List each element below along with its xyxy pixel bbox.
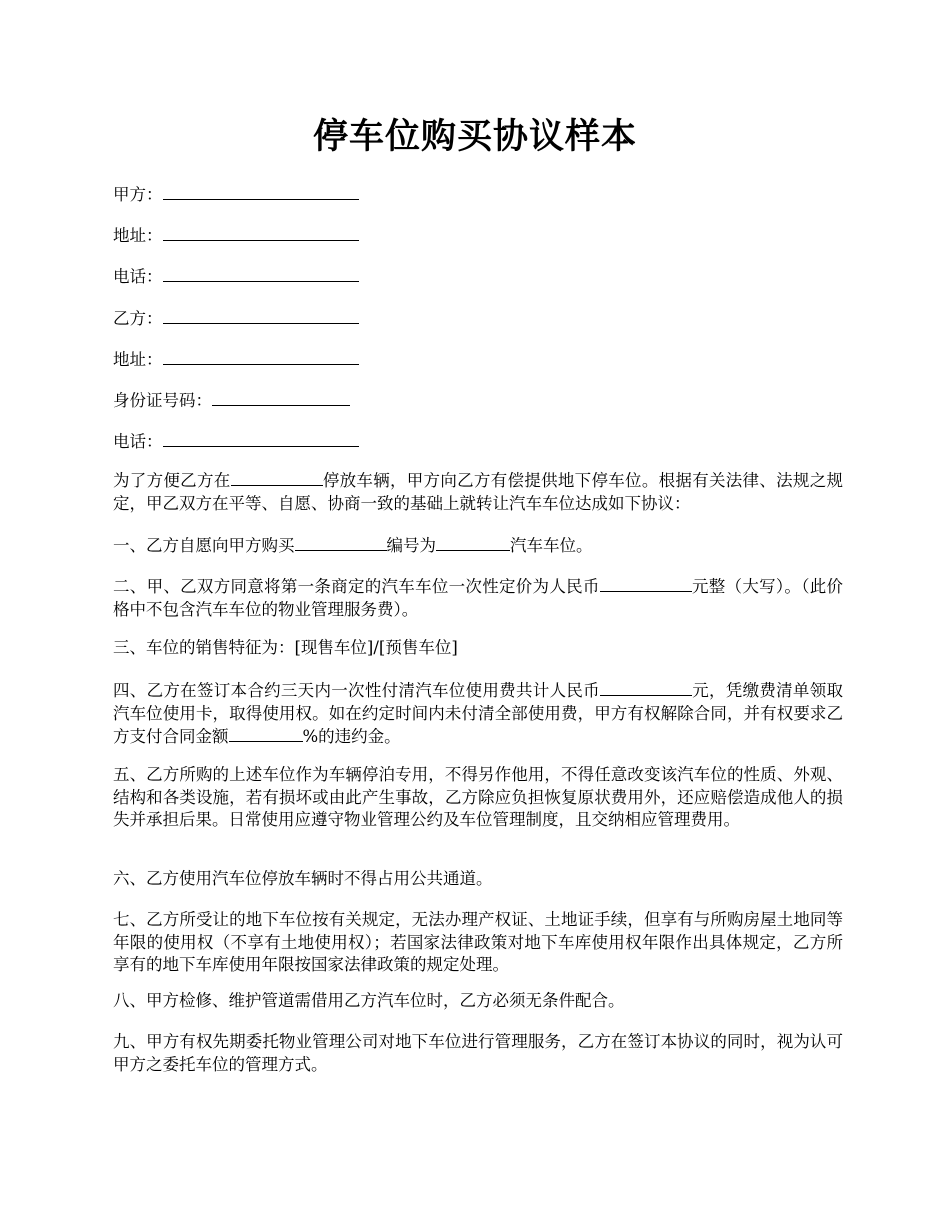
party-b-phone-label: 电话： bbox=[113, 432, 163, 451]
party-b-id-label: 身份证号码： bbox=[113, 391, 212, 410]
clause-4-blank-1 bbox=[600, 679, 692, 696]
party-b-blank bbox=[163, 306, 359, 324]
party-a-phone-label: 电话： bbox=[113, 267, 163, 286]
clause-9: 九、甲方有权先期委托物业管理公司对地下车位进行管理服务，乙方在签订本协议的同时，视为认可甲方之委托车位的管理方式。 bbox=[113, 1032, 843, 1074]
party-b-phone-blank bbox=[163, 429, 359, 447]
clause-4-text-3: %的违约金。 bbox=[302, 727, 401, 746]
intro-paragraph bbox=[113, 469, 843, 515]
clause-2-blank bbox=[600, 575, 692, 592]
clause-1-text-3: 汽车车位。 bbox=[510, 536, 593, 555]
clause-4 bbox=[113, 679, 843, 749]
party-b-label: 乙方： bbox=[113, 309, 163, 328]
party-b-id-field bbox=[113, 388, 350, 412]
party-a-address-label: 地址： bbox=[113, 226, 163, 245]
location-blank bbox=[231, 469, 323, 486]
clause-4-text-1: 四、乙方在签订本合约三天内一次性付清汽车位使用费共计人民币 bbox=[113, 681, 600, 700]
clause-1-text-2: 编号为 bbox=[386, 536, 436, 555]
party-a-phone-field bbox=[113, 264, 359, 288]
party-a-address-blank bbox=[163, 223, 359, 241]
party-a-label: 甲方： bbox=[113, 185, 163, 204]
clause-2-text-1: 二、甲、乙双方同意将第一条商定的汽车车位一次性定价为人民币 bbox=[113, 577, 600, 596]
party-a-blank bbox=[163, 182, 359, 200]
party-a-field bbox=[113, 182, 359, 206]
clause-1-blank-2 bbox=[436, 534, 510, 551]
clause-7: 七、乙方所受让的地下车位按有关规定，无法办理产权证、土地证手续，但享有与所购房屋土地同等年限的使用权（不享有土地使用权）；若国家法律政策对地下车库使用权年限作出具体规定，乙方所享有的地下车库使用年限按国家法律政策的规定处理。 bbox=[113, 910, 843, 974]
clause-5: 五、乙方所购的上述车位作为车辆停泊专用，不得另作他用，不得任意改变该汽车位的性质、外观、结构和各类设施，若有损坏或由此产生事故，乙方除应负担恢复原状费用外，还应赔偿造成他人的损失并承担后果。日常使用应遵守物业管理公约及车位管理制度，且交纳相应管理费用。 bbox=[113, 765, 843, 829]
party-b-address-blank bbox=[163, 347, 359, 365]
party-a-address-field bbox=[113, 223, 359, 247]
clause-1 bbox=[113, 534, 843, 558]
party-b-phone-field bbox=[113, 429, 359, 453]
party-b-field bbox=[113, 306, 359, 330]
party-a-phone-blank bbox=[163, 264, 359, 282]
clause-2 bbox=[113, 575, 843, 621]
clause-4-blank-2 bbox=[229, 725, 303, 742]
party-b-address-label: 地址： bbox=[113, 350, 163, 369]
clause-6: 六、乙方使用汽车位停放车辆时不得占用公共通道。 bbox=[113, 869, 493, 888]
clause-4-text-2: 元，凭缴费清单领取汽车位使用卡，取得使用权。如在约定时间内未付清全部使用费，甲方有权解除合同，并有权要求乙方支付合同金额 bbox=[113, 681, 844, 746]
party-b-id-blank bbox=[212, 388, 350, 406]
clause-1-text-1: 一、乙方自愿向甲方购买 bbox=[113, 536, 295, 555]
clause-1-blank-1 bbox=[295, 534, 387, 551]
intro-text-2: 停放车辆，甲方向乙方有偿提供地下停车位。根据有关法律、法规之规定，甲乙双方在平等、自愿、协商一致的基础上就转让汽车车位达成如下协议： bbox=[113, 471, 844, 513]
intro-text-1: 为了方便乙方在 bbox=[113, 471, 231, 490]
clause-2-text-2: 元整（大写）。（此价格中不包含汽车车位的物业管理服务费）。 bbox=[113, 577, 844, 619]
party-b-address-field bbox=[113, 347, 359, 371]
document-title: 停车位购买协议样本 bbox=[312, 117, 637, 157]
clause-8: 八、甲方检修、维护管道需借用乙方汽车位时，乙方必须无条件配合。 bbox=[113, 991, 625, 1010]
clause-3: 三、车位的销售特征为：[现售车位]/[预售车位] bbox=[113, 638, 458, 657]
